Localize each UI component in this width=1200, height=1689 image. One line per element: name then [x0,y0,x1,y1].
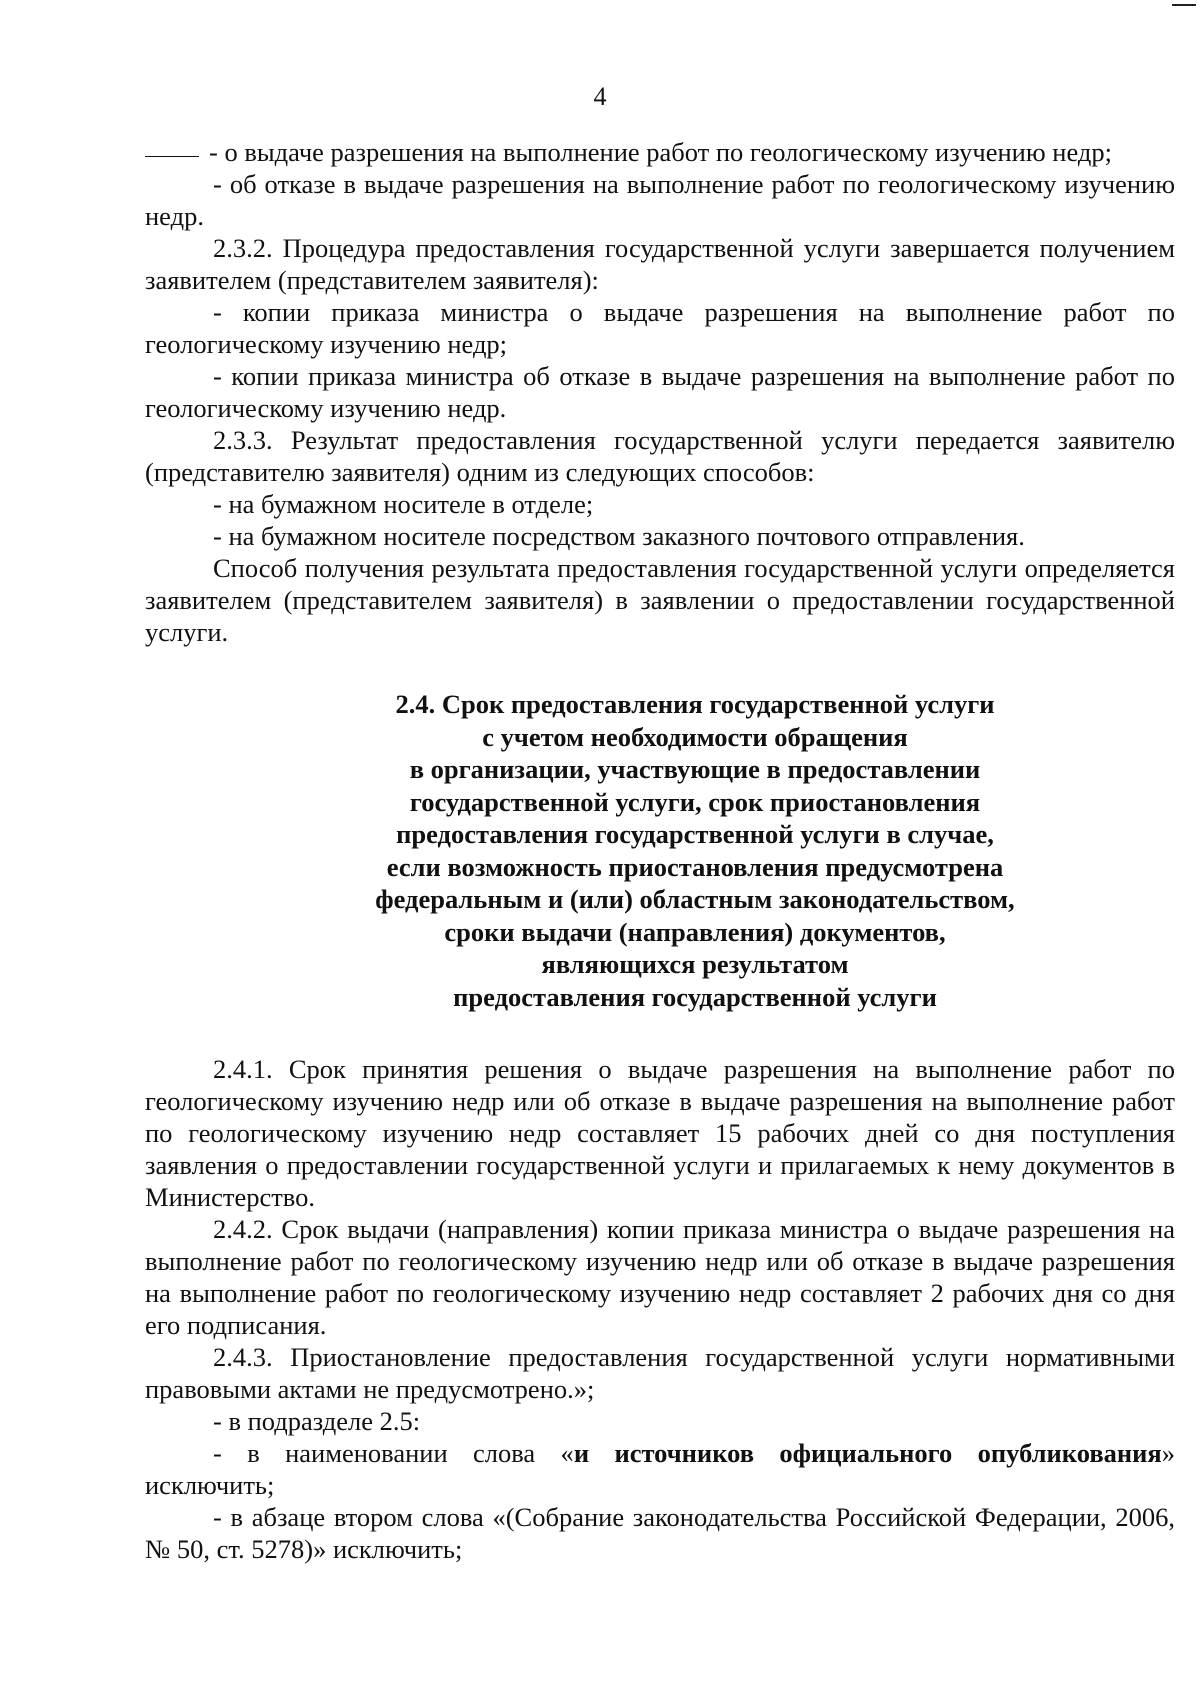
paragraph-subsection-2-5: - в подразделе 2.5: [213,1406,421,1436]
paragraph-refuse-permit: - об отказе в выдаче разрешения на выполнение работ по геологическому изучению недр. [145,169,1175,231]
naming-before: - в наименовании слова « [213,1438,574,1468]
paragraph-copy-order-refuse: - копии приказа министра об отказе в выдаче разрешения на выполнение работ по геологическому изучению недр. [145,361,1175,423]
paragraph-copy-order-issue: - копии приказа министра о выдаче разрешения на выполнение работ по геологическому изучению недр; [145,297,1175,359]
heading-line: предоставления государственной услуги [453,981,937,1012]
document-body [145,136,1175,1565]
heading-line: с учетом необходимости обращения [482,721,908,752]
corner-scan-mark [1172,0,1196,6]
paragraph-2-3-2: 2.3.2. Процедура предоставления государственной услуги завершается получением заявителем (представителем заявителя): [145,233,1175,295]
heading-line: если возможность приостановления предусмотрена [386,851,1004,882]
naming-bold-words: и источников официального опубликования [573,1438,1162,1468]
heading-line: федеральным и (или) областным законодательством, [375,884,1015,914]
paragraph-2-3-3: 2.3.3. Результат предоставления государственной услуги передается заявителю (представителю заявителя) одним из следующих способов: [145,425,1175,487]
underline-mark [145,156,199,157]
paragraph-2-4-3: 2.4.3. Приостановление предоставления государственной услуги нормативными правовыми актами не предусмотрено.»; [145,1342,1175,1404]
paragraph-method-result: Способ получения результата предоставления государственной услуги определяется заявителем (представителем заявителя) в заявлении о предоставлении государственной услуги. [145,553,1175,647]
heading-line: государственной услуги, срок приостановления [409,786,981,817]
paragraph-second-abzac: - в абзаце втором слова «(Собрание законодательства Российской Федерации, 2006, № 50, ст. 5278)» исключить; [145,1502,1175,1564]
heading-line: предоставления государственной услуги в случае, [396,819,994,849]
paragraph-naming-change [145,1437,1175,1501]
heading-line: в организации, участвующие в предоставлении [409,754,981,784]
paragraph-2-4-2: 2.4.2. Срок выдачи (направления) копии приказа министра о выдаче разрешения на выполнение работ по геологическому изучению недр или об отказе в выдаче разрешения на выполнение работ по геологическому изучению недр составляет 2 рабочих дня со дня его подписания. [145,1214,1175,1340]
paragraph-paper-mail: - на бумажном носителе посредством заказного почтового отправления. [213,521,1025,551]
heading-line: 2.4. Срок предоставления государственной услуги [395,689,995,719]
section-heading-2-4 [145,688,1175,1013]
heading-line: сроки выдачи (направления) документов, [444,916,946,947]
page-number: 4 [593,82,607,111]
paragraph-text: - о выдаче разрешения на выполнение работ по геологическому изучению недр; [209,137,1112,167]
heading-line: являющихся результатом [541,949,849,979]
naming-after: » исключить; [145,1438,1176,1500]
paragraph-paper-department: - на бумажном носителе в отделе; [213,489,594,519]
paragraph-2-4-1: 2.4.1. Срок принятия решения о выдаче разрешения на выполнение работ по геологическому изучению недр или об отказе в выдаче разрешения на выполнение работ по геологическому изучению недр составляет 15 рабочих дней со дня поступления заявления о предоставлении государственной услуги и прилагаемых к нему документов в Министерство. [145,1054,1175,1212]
paragraph-issue-permit [145,136,1175,168]
